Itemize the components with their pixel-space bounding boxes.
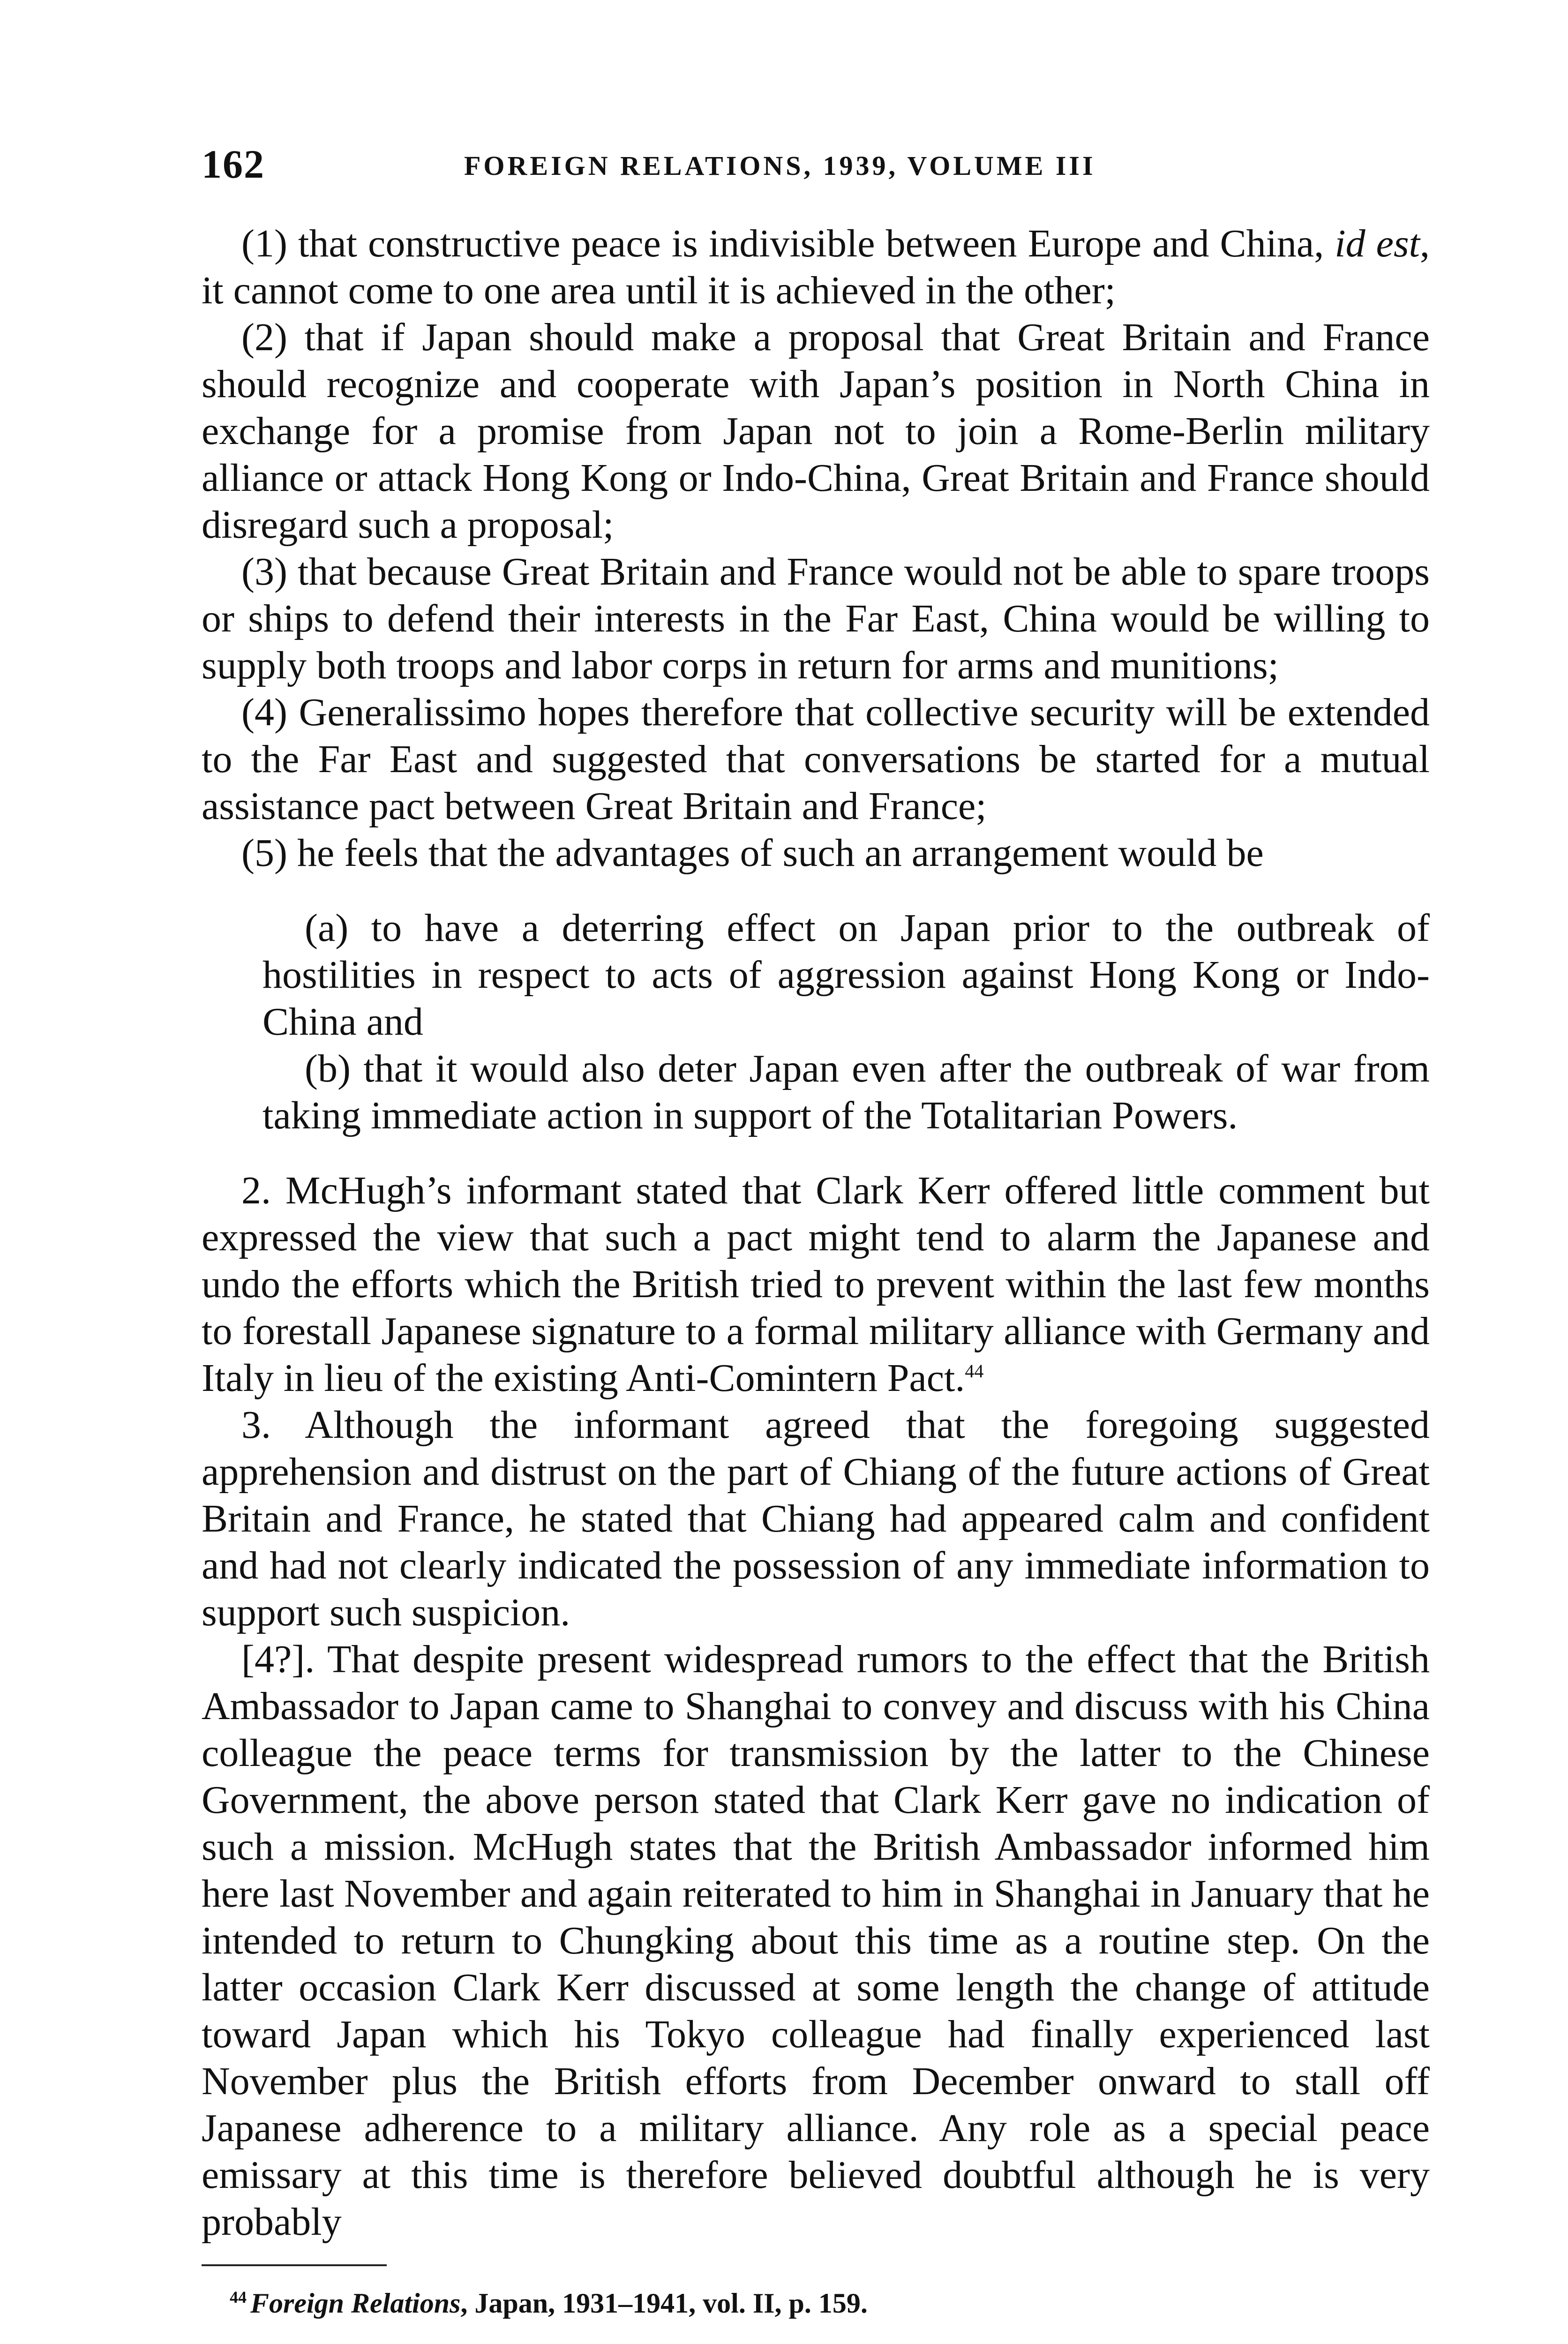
sub-item-a: (a) to have a deterring effect on Japan prior to the outbreak of hostilities in respect to acts of aggression against Hong Kong or Indo-China and <box>263 906 1430 1044</box>
paragraph-3: 3. Although the informant agreed that the foregoing suggested apprehension and distrust on the part of Chiang of the future actions of Great Britain and France, he stated that Chiang had appeared calm and confident and had not clearly indicated the possession of any immediate information to support such suspicion. <box>202 1403 1430 1634</box>
footnote-marker: 44 <box>230 2288 247 2306</box>
footnote-text: , Japan, 1931–1941, vol. II, p. 159. <box>460 2288 868 2319</box>
running-head: FOREIGN RELATIONS, 1939, VOLUME III <box>464 150 1096 181</box>
sub-item-b: (b) that it would also deter Japan even after the outbreak of war from taking immediate action in support of the Totalitarian Powers. <box>263 1047 1430 1137</box>
page-header <box>202 141 1430 197</box>
footnote-reference[interactable]: 44 <box>965 1360 984 1382</box>
page-number: 162 <box>202 142 265 187</box>
list-item-3: (3) that because Great Britain and France would not be able to spare troops or ships to defend their interests in the Far East, China would be willing to supply both troops and labor corps in return for arms and munitions; <box>202 550 1430 687</box>
list-item-2: (2) that if Japan should make a proposal that Great Britain and France should recognize and cooperate with Japan’s position in North China in exchange for a promise from Japan not to join a Rome-Berlin military alliance or attack Hong Kong or Indo-China, Great Britain and France should disregard such a proposal; <box>202 316 1430 547</box>
footnote-divider <box>202 2264 387 2266</box>
list-item-5: (5) he feels that the advantages of such an arrangement would be <box>241 831 1264 875</box>
footnote <box>230 2287 1430 2320</box>
latin-phrase: id est <box>1335 222 1420 265</box>
list-item-4: (4) Generalissimo hopes therefore that collective security will be extended to the Far East and suggested that conversations be started for a mutual assistance pact between Great Britain and France; <box>202 691 1430 828</box>
paragraph-4: [4?]. That despite present widespread rumors to the effect that the British Ambassador to Japan came to Shanghai to convey and discuss with his China colleague the peace terms for transmission by the latter to the Chinese Government, the above person stated that Clark Kerr gave no indication of such a mission. McHugh states that the British Ambassador informed him here last November and again reiterated to him in Shanghai in January that he intended to return to Chungking about this time as a routine step. On the latter occasion Clark Kerr discussed at some length the change of attitude toward Japan which his Tokyo colleague had finally experienced last November plus the British efforts from December onward to stall off Japanese adherence to a military alliance. Any role as a special peace emissary at this time is therefore believed doubtful although he is very probably <box>202 1638 1430 2244</box>
document-page <box>202 141 1430 2320</box>
footnote-title: Foreign Relations <box>250 2288 461 2319</box>
document-body <box>202 220 1430 2246</box>
list-item-1: (1) that constructive peace is indivisible between Europe and China, id est, it cannot come to one area until it is achieved in the other; <box>202 222 1430 312</box>
paragraph-2: 2. McHugh’s informant stated that Clark Kerr offered little comment but expressed the view that such a pact might tend to alarm the Japanese and undo the efforts which the British tried to prevent within the last few months to forestall Japanese signature to a formal military alliance with Germany and Italy in lieu of the existing Anti-Comintern Pact.$^{44}$ <box>202 1169 1430 1400</box>
